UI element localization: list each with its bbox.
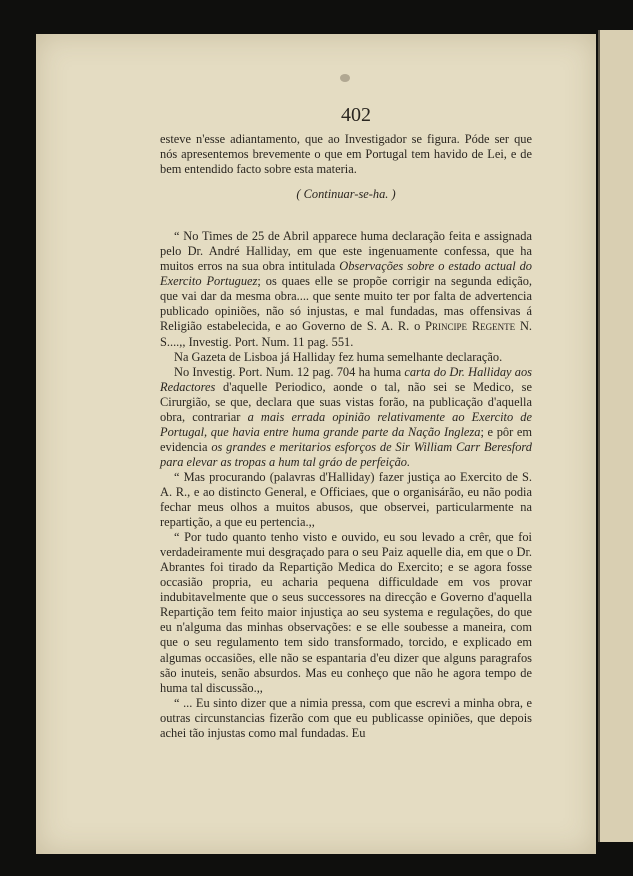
paragraph-abrantes xyxy=(160,530,532,696)
text-run: carta do Dr. Halliday aos Redactores xyxy=(160,364,533,394)
facing-page-edge xyxy=(598,30,633,842)
text-run: esteve n'esse adiantamento, que ao Investigador se figura. Póde ser que nós apresentemos brevemente o que em Portugal tem havido de Lei, e de bem entendido facto sobre esta materia. xyxy=(160,132,532,177)
paragraph-continued xyxy=(160,132,532,177)
page-number: 402 xyxy=(341,104,371,126)
text-run: “ Por tudo quanto tenho visto e ouvido, eu sou levado a crêr, que foi verdadeiramente mui desgraçado para o seu Paiz aquelle dia, em que o Dr. Abrantes foi tirado da Repartição Medica do Exercito; e se agora fosse occasião propria, eu acharia pequena difficuldade em vos provar indubitavelmente que o seus successores na direcção e Governo d'aquella Repartição tem feito maior injustiça ao seu systema e regulações, do que eu n'alguma das minhas observações: e se elle soubesse a maneira, com que o seu regulamento tem sido transformado, torcido, e explicado em algumas occasiões, elle não se espantaria d'eu dizer que alguns paragrafos são inuteis, senão absurdos. Mas eu conheço que não he agora tempo de huma tal discussão.,, xyxy=(160,530,532,695)
page-text xyxy=(160,102,532,741)
paper-stain xyxy=(340,74,350,82)
paragraph-gazeta xyxy=(160,350,532,365)
paragraph-halliday-quote xyxy=(160,470,532,530)
text-run: ; e pôr em evidencia xyxy=(160,424,533,454)
text-run: No Investig. Port. Num. 12 pag. 704 ha huma xyxy=(174,364,405,379)
text-run: Observações sobre o estado actual do Exercito Portuguez xyxy=(160,259,532,289)
text-run: “ ... Eu sinto dizer que a nimia pressa, com que escrevi a minha obra, e outras circunstancias fizerão com que eu publicasse opiniões, que depois achei tão injustas como mal fundadas. Eu xyxy=(160,695,532,740)
text-run: “ No Times de 25 de Abril apparece huma declaração feita e assignada pelo Dr. André Halliday, em que este ingenuamente confessa, que ha muitos erros na sua obra intitulada xyxy=(160,229,532,274)
continuation-note: ( Continuar-se-ha. ) xyxy=(296,187,396,202)
text-run: a mais errada opinião relativamente ao Exercito de Portugal, que havia entre huma grande parte da Nação Ingleza xyxy=(160,409,533,439)
text-run: “ Mas procurando (palavras d'Halliday) fazer justiça ao Exercito de S. A. R., e ao distincto General, e Officiaes, que o organisárão, eu não podia fechar meus olhos a muitos abusos, que observei, particularmente na repartição, a que eu pertencia.,, xyxy=(160,469,532,530)
text-run: Na Gazeta de Lisboa já Halliday fez huma semelhante declaração. xyxy=(174,349,503,364)
paragraph-times-declaration xyxy=(160,229,532,349)
paragraph-haste xyxy=(160,696,532,741)
text-run: os grandes e meritarios esforços de Sir William Carr Beresford para elevar as tropas a hum tal gráo de perfeição. xyxy=(160,439,532,469)
paragraph-investigador-letter xyxy=(160,365,532,470)
text-run: Principe Regente xyxy=(425,319,516,334)
text-run: N. S....,, Investig. Port. Num. 11 pag. 551. xyxy=(160,319,532,349)
text-run: d'aquelle Periodico, aonde o tal, não sei se Medico, se Cirurgião, se que, declara que suas vistas forão, na publicação d'aquella obra, contrariar xyxy=(160,379,532,424)
text-run: ; os quaes elle se propõe corrigir na segunda edição, que vai dar da mesma obra.... que sente muito ter por falta de advertencia publicado opiniões, não só injustas, e mal fundadas, mas offensivas á Religião estabelecida, e ao Governo de S. A. R. o xyxy=(160,274,532,334)
